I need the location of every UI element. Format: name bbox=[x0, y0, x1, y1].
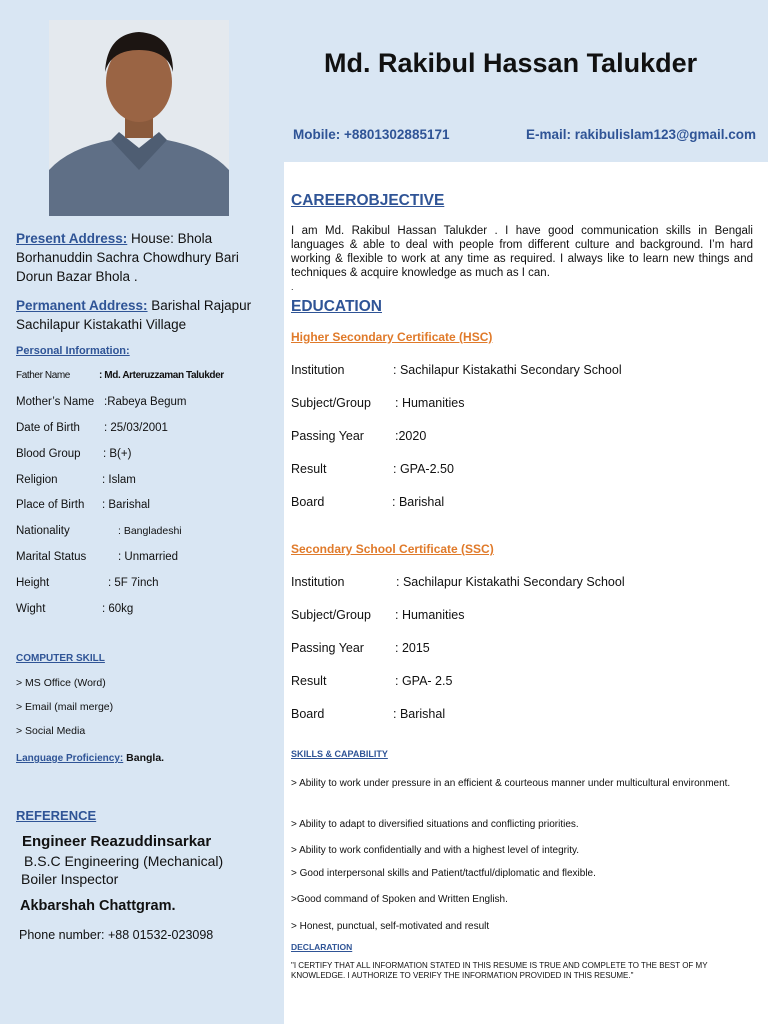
info-label: Date of Birth bbox=[16, 422, 80, 434]
edu-label: Institution bbox=[291, 575, 345, 589]
career-objective-text: I am Md. Rakibul Hassan Talukder . I have good communication skills in Bengali languages & able to deal with people from different culture and background. I’m hard working & flexible to work at any time as required. I always like to learn new things and techniques & acquire knowledge as much as I can. bbox=[291, 225, 753, 279]
computer-skill-item: > MS Office (Word) bbox=[16, 677, 106, 689]
info-label: Wight bbox=[16, 603, 46, 615]
hsc-row bbox=[291, 396, 465, 410]
edu-label: Board bbox=[291, 707, 325, 721]
edu-value: : GPA- 2.5 bbox=[395, 674, 453, 688]
edu-label: Subject/Group bbox=[291, 396, 371, 410]
info-label: Father Name bbox=[16, 370, 70, 381]
info-label: Height bbox=[16, 577, 50, 589]
info-label: Mother’s Name bbox=[16, 396, 95, 408]
skill-item: > Honest, punctual, self-motivated and result bbox=[291, 921, 490, 932]
reference-place: Akbarshah Chattgram. bbox=[20, 898, 176, 914]
reference-title: REFERENCE bbox=[16, 808, 97, 823]
hsc-title: Higher Secondary Certificate (HSC) bbox=[291, 330, 493, 344]
computer-skill-item: > Social Media bbox=[16, 725, 86, 737]
personal-info-row bbox=[16, 577, 159, 589]
personal-info-row bbox=[16, 603, 134, 615]
reference-phone: Phone number: +88 01532-023098 bbox=[19, 928, 214, 942]
info-value: : B(+) bbox=[103, 448, 132, 460]
edu-label: Result bbox=[291, 674, 327, 688]
personal-info-row bbox=[16, 448, 132, 460]
education-title: EDUCATION bbox=[291, 298, 382, 315]
edu-label: Institution bbox=[291, 363, 345, 377]
profile-photo-image bbox=[49, 20, 229, 216]
permanent-address-label: Permanent Address: bbox=[16, 298, 148, 313]
present-address bbox=[16, 229, 278, 286]
personal-info-row bbox=[16, 396, 187, 408]
reference-degree: B.S.C Engineering (Mechanical) bbox=[24, 853, 224, 869]
skills-title: SKILLS & CAPABILITY bbox=[291, 749, 388, 759]
ssc-row bbox=[291, 608, 465, 622]
info-label: Marital Status bbox=[16, 551, 87, 563]
ssc-row bbox=[291, 707, 446, 721]
edu-value: : Barishal bbox=[393, 707, 446, 721]
edu-label: Result bbox=[291, 462, 327, 476]
language-proficiency bbox=[16, 752, 164, 764]
permanent-address-value: Barishal Rajapur Sachilapur Kistakathi Village bbox=[16, 298, 252, 332]
info-label: Nationality bbox=[16, 525, 70, 537]
personal-info-row bbox=[16, 525, 182, 537]
personal-info-row bbox=[16, 474, 136, 486]
edu-label: Passing Year bbox=[291, 641, 364, 655]
edu-value: : 2015 bbox=[395, 641, 430, 655]
profile-photo bbox=[49, 20, 229, 216]
info-value: : Md. Arteruzzaman Talukder bbox=[99, 370, 224, 381]
edu-label: Passing Year bbox=[291, 429, 364, 443]
ssc-row bbox=[291, 575, 625, 589]
computer-skill-title: COMPUTER SKILL bbox=[16, 653, 105, 664]
declaration-title: DECLARATION bbox=[291, 942, 353, 952]
declaration-text: "I CERTIFY THAT ALL INFORMATION STATED IN THIS RESUME IS TRUE AND COMPLETE TO THE BEST OF MY KNOWLEDGE. I AUTHORIZE TO VERIFY THE INFORMATION PROVIDED IN THIS RESUME." bbox=[291, 961, 708, 980]
career-objective-dot: . bbox=[291, 282, 294, 292]
personal-info-row bbox=[16, 422, 168, 434]
computer-skill-item: > Email (mail merge) bbox=[16, 701, 114, 713]
hsc-row bbox=[291, 429, 427, 443]
career-objective-title: CAREEROBJECTIVE bbox=[291, 192, 445, 209]
edu-value: : Sachilapur Kistakathi Secondary School bbox=[396, 575, 625, 589]
ssc-row bbox=[291, 674, 453, 688]
edu-label: Board bbox=[291, 495, 325, 509]
info-value: : Unmarried bbox=[118, 551, 179, 563]
personal-info-row bbox=[16, 551, 179, 563]
edu-value: : Humanities bbox=[395, 396, 465, 410]
edu-value: : Barishal bbox=[392, 495, 445, 509]
info-label: Blood Group bbox=[16, 448, 81, 460]
info-value: : Bangladeshi bbox=[118, 525, 182, 537]
hsc-row bbox=[291, 462, 454, 476]
skill-item: > Ability to adapt to diversified situations and conflicting priorities. bbox=[291, 819, 579, 830]
ssc-row bbox=[291, 641, 430, 655]
hsc-row bbox=[291, 363, 622, 377]
reference-name: Engineer Reazuddinsarkar bbox=[22, 833, 212, 850]
info-value: : 60kg bbox=[102, 603, 134, 615]
mobile-number: Mobile: +8801302885171 bbox=[293, 127, 450, 142]
info-value: : 25/03/2001 bbox=[104, 422, 168, 434]
edu-label: Subject/Group bbox=[291, 608, 371, 622]
language-label: Language Proficiency: bbox=[16, 753, 124, 764]
edu-value: : Sachilapur Kistakathi Secondary School bbox=[393, 363, 622, 377]
info-value: : Islam bbox=[102, 474, 136, 486]
email-address: E-mail: rakibulislam123@gmail.com bbox=[526, 127, 757, 142]
hsc-row bbox=[291, 495, 445, 509]
skill-item: > Ability to work confidentially and with a highest level of integrity. bbox=[291, 845, 580, 856]
personal-info-row bbox=[16, 499, 150, 511]
language-value: Bangla. bbox=[123, 752, 165, 764]
ssc-title: Secondary School Certificate (SSC) bbox=[291, 542, 494, 556]
info-value: : Barishal bbox=[102, 499, 150, 511]
edu-value: : Humanities bbox=[395, 608, 465, 622]
present-address-value: House: Bhola Borhanuddin Sachra Chowdhury Bari Dorun Bazar Bhola . bbox=[16, 231, 239, 284]
info-label: Religion bbox=[16, 474, 58, 486]
edu-value: : GPA-2.50 bbox=[393, 462, 454, 476]
reference-position: Boiler Inspector bbox=[21, 871, 119, 887]
skill-item: >Good command of Spoken and Written English. bbox=[291, 894, 508, 905]
info-value: : 5F 7inch bbox=[108, 577, 159, 589]
info-label: Place of Birth bbox=[16, 499, 85, 511]
personal-info-row bbox=[16, 370, 224, 381]
edu-value: :2020 bbox=[395, 429, 427, 443]
present-address-label: Present Address: bbox=[16, 231, 128, 246]
info-value: :Rabeya Begum bbox=[104, 396, 187, 408]
candidate-name: Md. Rakibul Hassan Talukder bbox=[324, 48, 698, 78]
personal-info-title: Personal Information: bbox=[16, 345, 130, 357]
skill-item: > Good interpersonal skills and Patient/tactful/diplomatic and flexible. bbox=[291, 868, 596, 879]
permanent-address bbox=[16, 296, 278, 334]
skill-item: > Ability to work under pressure in an efficient & courteous manner under multicultural environment. bbox=[291, 778, 731, 789]
